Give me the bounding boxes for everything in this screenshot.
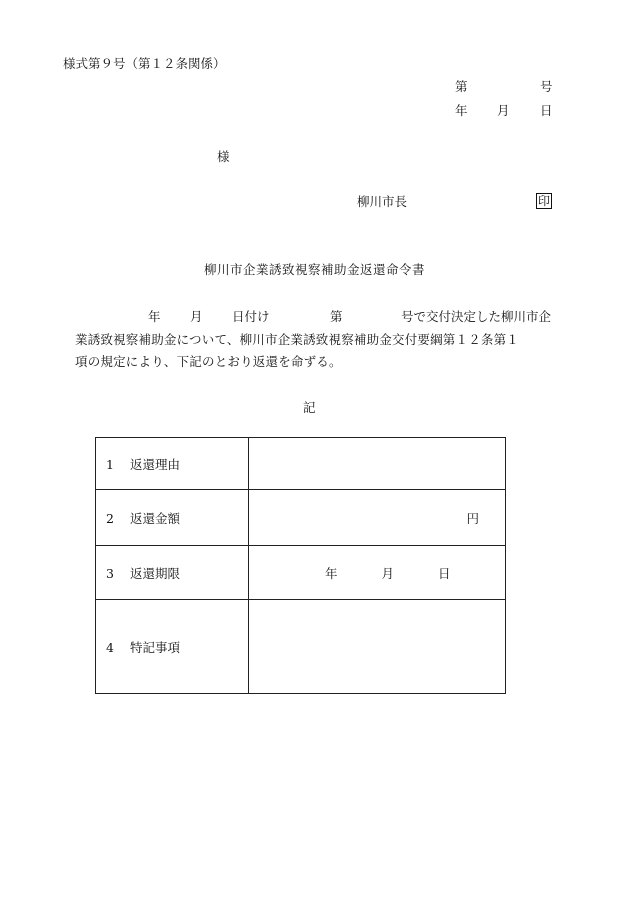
deadline-day-label: 日 [438, 565, 451, 581]
issue-date-month: 月 [497, 103, 510, 118]
row-label: 返還期限 [130, 565, 181, 581]
form-label: 様式第９号（第１２条関係） [63, 56, 226, 71]
table-row [96, 546, 506, 600]
document-number-suffix: 号 [540, 79, 553, 94]
table-row [96, 490, 506, 546]
seal-mark: 印 [538, 194, 551, 208]
row-label: 特記事項 [130, 639, 181, 655]
row-label: 返還金額 [130, 510, 181, 526]
addressee-honorific: 様 [217, 149, 230, 164]
row-label-cell [96, 546, 249, 600]
table-row [96, 600, 506, 694]
row-number: 4 [106, 639, 114, 655]
details-table [95, 437, 506, 694]
row-number: 3 [106, 565, 114, 581]
body-line1-text: 号で交付決定した柳川市企 [401, 309, 552, 324]
row-number: 1 [106, 456, 114, 472]
return-amount-cell: 円 [249, 490, 506, 546]
deadline-month-label: 月 [381, 565, 395, 581]
body-date-suffix: 日付け [232, 309, 270, 324]
deadline-year-label: 年 [325, 565, 338, 581]
table-row [96, 438, 506, 490]
body-line2-text: 業誘致視察補助金について、柳川市企業誘致視察補助金交付要綱第１２条第１ [75, 332, 520, 347]
body-line3-text: 項の規定により、下記のとおり返還を命ずる。 [75, 354, 342, 369]
special-notes-cell [249, 600, 506, 694]
return-reason-cell [249, 438, 506, 490]
row-label-cell [96, 490, 249, 546]
ki-heading: 記 [303, 400, 316, 415]
issue-date-day: 日 [540, 103, 553, 118]
row-label-cell [96, 438, 249, 490]
return-deadline-cell [249, 546, 506, 600]
issuer-name: 柳川市長 [357, 194, 408, 209]
body-number-prefix: 第 [330, 309, 343, 324]
document-number-prefix: 第 [455, 79, 468, 94]
row-label-cell [96, 600, 249, 694]
issue-date-year: 年 [455, 103, 468, 118]
body-month-label: 月 [190, 309, 203, 324]
row-number: 2 [106, 510, 114, 526]
document-title: 柳川市企業誘致視察補助金返還命令書 [204, 262, 426, 277]
body-year-label: 年 [148, 309, 161, 324]
row-label: 返還理由 [130, 456, 181, 472]
